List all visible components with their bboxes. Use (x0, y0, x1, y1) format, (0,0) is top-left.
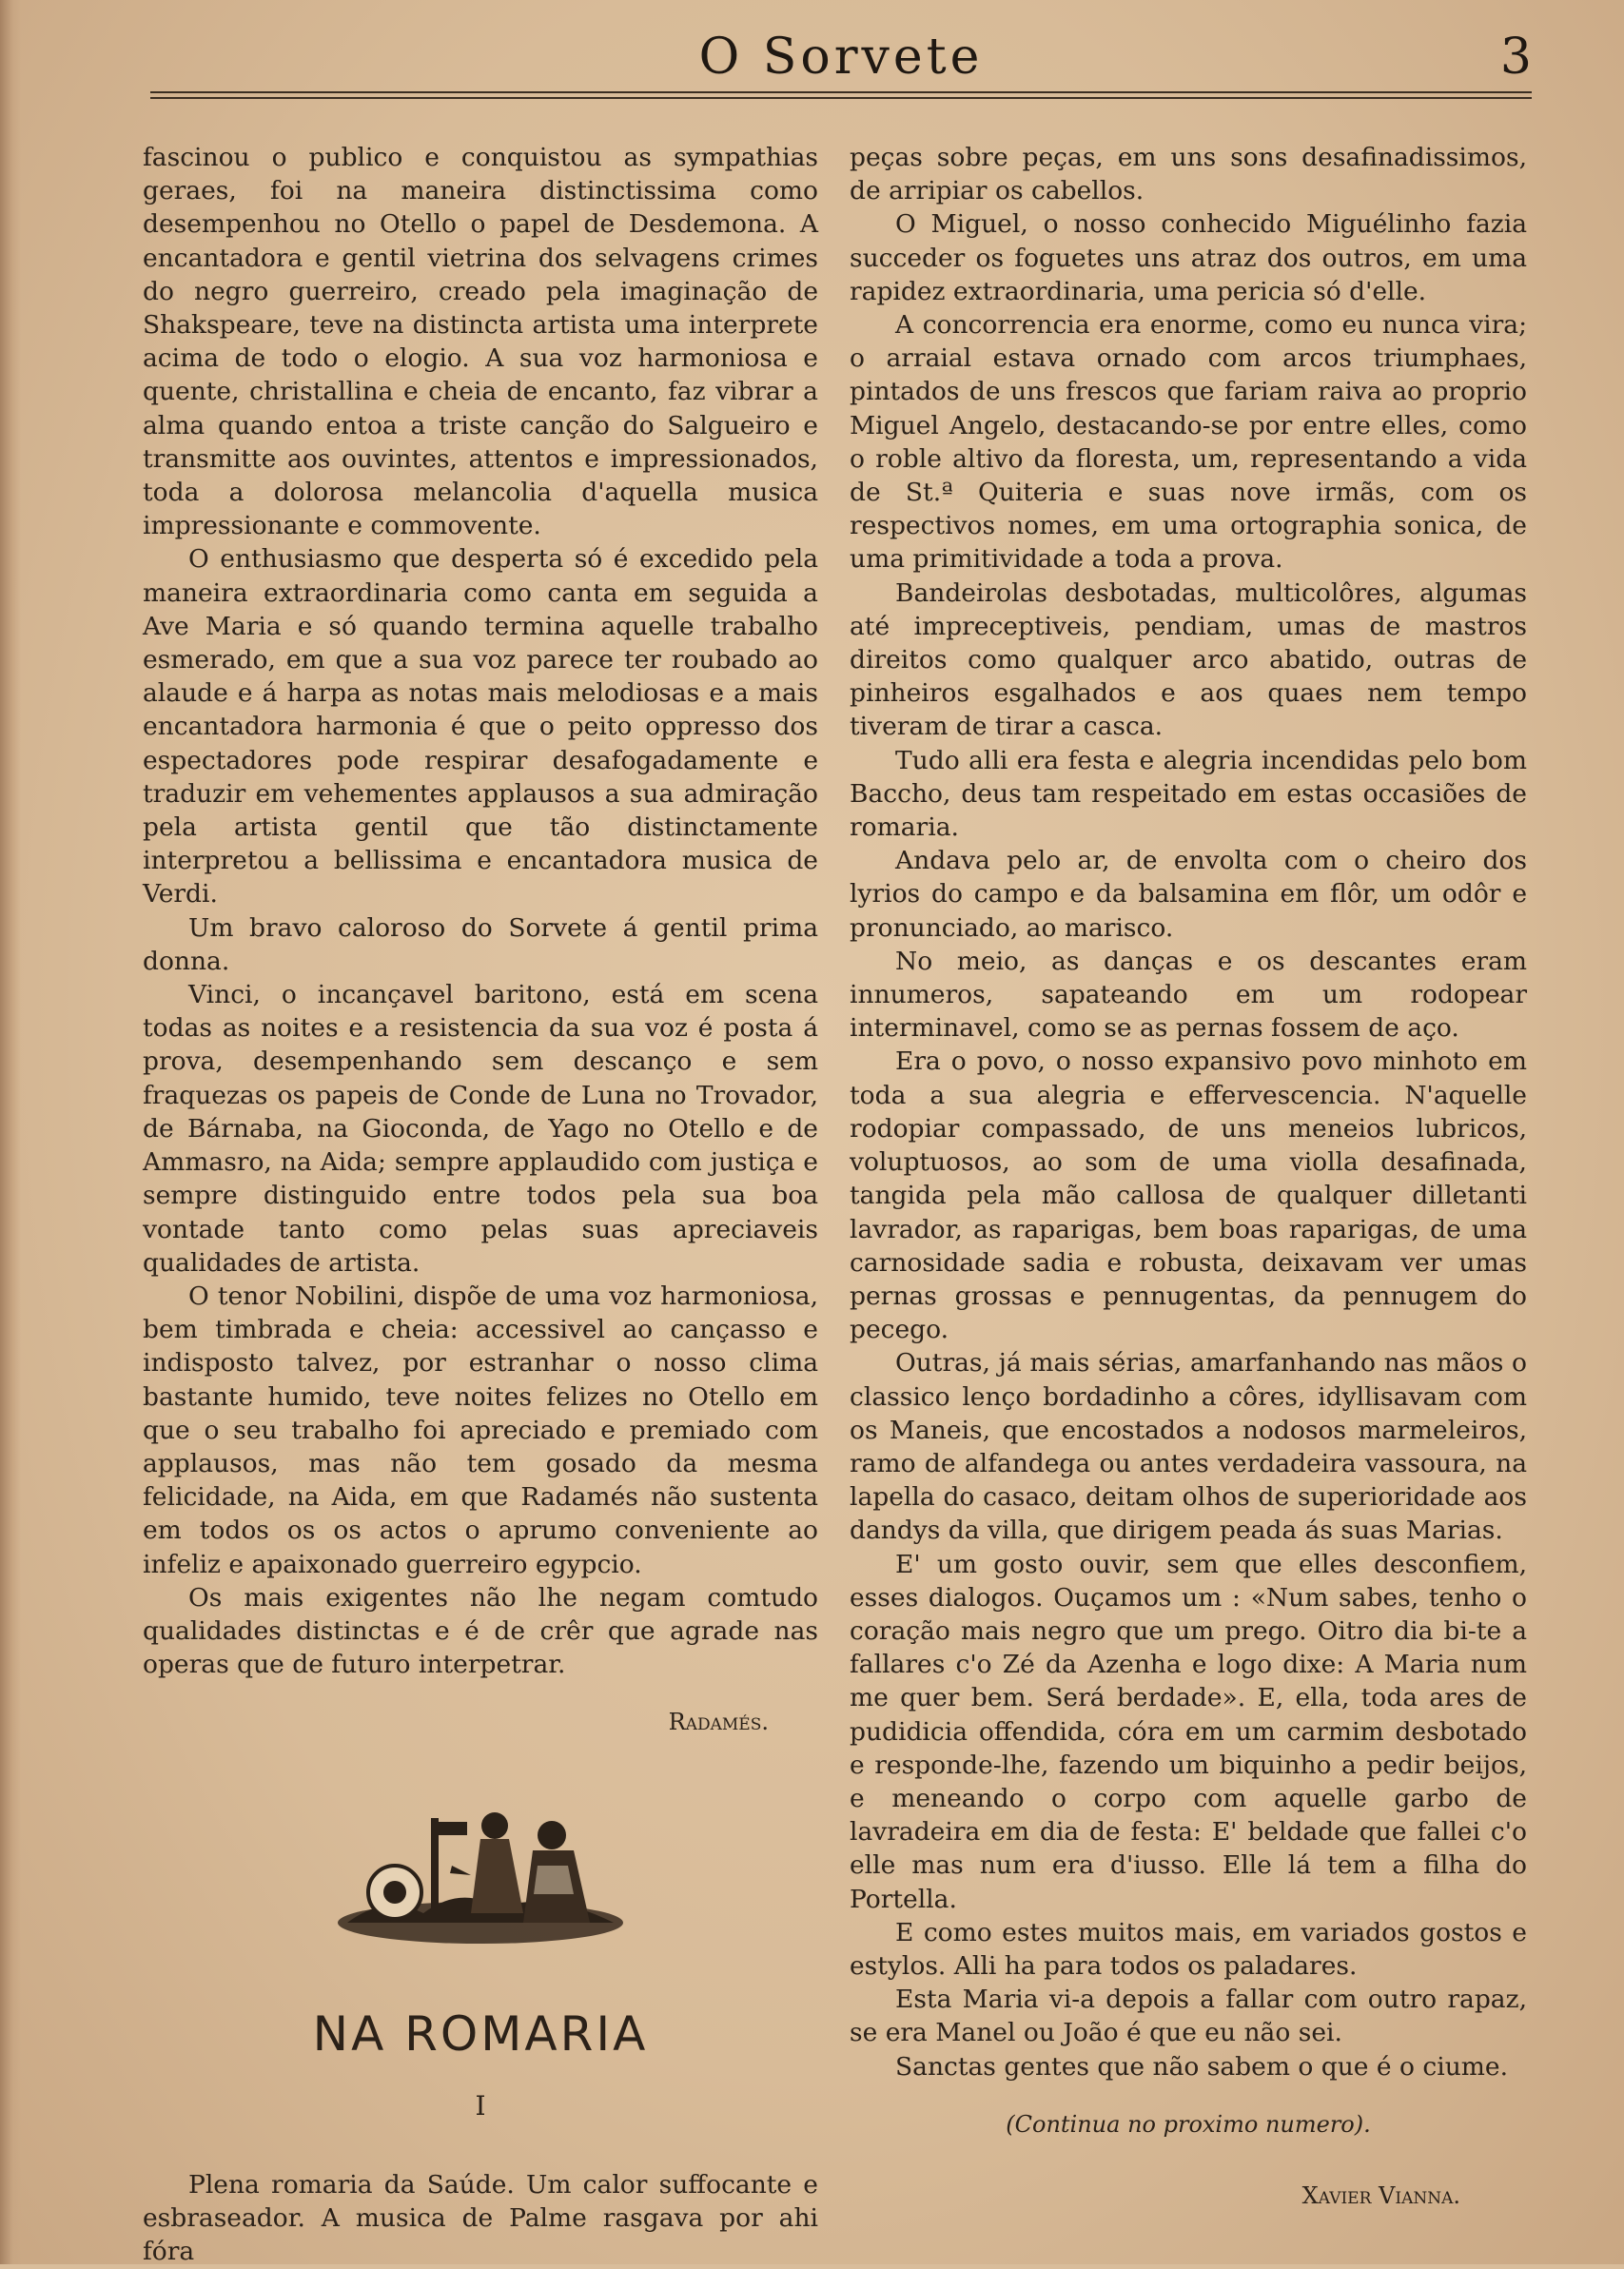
left-column (143, 141, 818, 2269)
article-paragraph: Era o povo, o nosso expansivo povo minhoto em toda a sua alegria e effervescencia. N'aquelle rodopiar compassado, de uns meneios lubricos, voluptuosos, ao som de uma violla desafinada, tangida pela mão callosa de qualquer dilletanti lavrador, as raparigas, bem boas raparigas, de uma carnosidade sadia e robusta, deixavam ver umas pernas grossas e pennugentas, da pennugem do pecego. (850, 1046, 1527, 1345)
article-paragraph: Tudo alli era festa e alegria incendidas pelo bom Baccho, deus tam respeitado em estas occasiões de romaria. (850, 745, 1527, 843)
article-paragraph: O Miguel, o nosso conhecido Miguélinho fazia succeder os foguetes uns atraz dos outros, em uma rapidez extraordinaria, uma pericia só d'elle. (850, 209, 1527, 306)
continuation-note: (Continua no proximo numero). (1006, 2110, 1371, 2138)
section-number: I (475, 2089, 486, 2122)
article-paragraph: peças sobre peças, em uns sons desafinadissimos, de arripiar os cabellos. (850, 143, 1527, 206)
article-signature: Xavier Vianna. (1301, 2181, 1460, 2209)
article-paragraph: Bandeirolas desbotadas, multicolôres, algumas até impreceptiveis, pendiam, umas de mastros direitos como qualquer arco abatido, outras de pinheiros esgalhados e aos quaes nem tempo tiveram de tirar a casca. (850, 577, 1527, 742)
header-rule-bottom (150, 97, 1532, 99)
engraving-illustration-icon (328, 1780, 633, 1951)
article-paragraph: O enthusiasmo que desperta só é excedido pela maneira extraordinaria como canta em seguida a Ave Maria e só quando termina aquelle trabalho esmerado, em que a sua voz parece ter roubado ao alaude e á harpa as notas mais melodiosas e a mais encantadora harmonia é que o peito oppresso dos espectadores pode respirar desafogadamente e traduzir em vehementes applausos a sua admiração pela artista gentil que tão distinctamente interpretou a bellissima e encantadora musica de Verdi. (143, 544, 818, 910)
header-rule-top (150, 91, 1532, 93)
article-paragraph: fascinou o publico e conquistou as sympathias geraes, foi na maneira distinctissima como desempenhou no Otello o papel de Desdemona. A encantadora e gentil vietrina dos selvagens crimes do negro guerreiro, creado pela imaginação de Shakspeare, teve na distincta artista uma interprete acima de todo o elogio. A sua voz harmoniosa e quente, christallina e cheia de encanto, faz vibrar a alma quando entoa a triste canção do Salgueiro e transmitte aos ouvintes, attentos e impressionados, toda a dolorosa melancolia d'aquella musica impressionante e commovente. (143, 143, 818, 541)
article-paragraph: Outras, já mais sérias, amarfanhando nas mãos o classico lenço bordadinho a côres, idyllisavam com os Maneis, que encostados a nodosos marmeleiros, ramo de alfandega ou antes verdadeira vassoura, na lapella do casaco, deitam olhos de superioridade aos dandys da villa, que dirigem peada ás suas Marias. (850, 1348, 1527, 1546)
newspaper-title: O Sorvete (698, 29, 984, 86)
article-signature: Radamés. (668, 1709, 769, 1736)
article-paragraph: E' um gosto ouvir, sem que elles desconfiem, esses dialogos. Ouçamos um : «Num sabes, tenho o coração mais negro que um prego. Oitro dia bi-te a fallares c'o Zé da Azenha e logo dixe: A Maria num me quer bem. Será berdade». E, ella, toda ares de pudidicia offendida, córa em um carmim desbotado e responde-lhe, fazendo um biquinho a pedir beijos, e meneando o corpo com aquelle garbo de lavradeira em dia de festa: E' beldade que fallei c'o elle mas num era d'iusso. Elle lá tem a filha do Portella. (850, 1549, 1527, 1914)
article-paragraph: Vinci, o incançavel baritono, está em scena todas as noites e a resistencia da sua voz é posta á prova, desempenhando sem descanço e sem fraquezas os papeis de Conde de Luna no Trovador, de Bárnaba, na Gioconda, de Yago no Otello e de Ammasro, na Aida; sempre applaudido com justiça e sempre distinguido entre todos pela sua boa vontade tanto como pelas suas apreciaveis qualidades de artista. (143, 980, 818, 1278)
article-paragraph: Sanctas gentes que não sabem o que é o ciume. (895, 2051, 1508, 2082)
article-paragraph: Andava pelo ar, de envolta com o cheiro dos lyrios do campo e da balsamina em flôr, um odôr e pronunciado, ao marisco. (850, 846, 1527, 943)
page-edge (0, 0, 21, 2264)
article-paragraph: Um bravo caloroso do Sorvete á gentil prima donna. (143, 912, 818, 976)
article-paragraph: Os mais exigentes não lhe negam comtudo qualidades distinctas e é de crêr que agrade nas operas que de futuro interpetrar. (143, 1582, 818, 1680)
article-paragraph: A concorrencia era enorme, como eu nunca vira; o arraial estava ornado com arcos triumphaes, pintados de uns frescos que fariam raiva ao proprio Miguel Angelo, destacando-se por entre elles, como o roble altivo da floresta, um, representando a vida de St.ª Quiteria e suas nove irmãs, com os respectivos nomes, em uma ortographia sonica, de uma primitividade a toda a prova. (850, 310, 1527, 575)
section-paragraph: Plena romaria da Saúde. Um calor suffocante e esbraseador. A musica de Palme rasgava por ahi fóra (143, 2169, 818, 2267)
right-column (850, 141, 1527, 2213)
article-paragraph: E como estes muitos mais, em variados gostos e estylos. Alli ha para todos os paladares. (850, 1917, 1527, 1981)
article-paragraph: O tenor Nobilini, dispõe de uma voz harmoniosa, bem timbrada e cheia: accessivel ao cançasso e indisposto talvez, por estranhar o nosso clima bastante humido, teve noites felizes no Otello em que o seu trabalho foi apreciado e premiado com applausos, mas não tem gosado da mesma felicidade, na Aida, em que Radamés não sustenta em todos os os actos o aprumo conveniente ao infeliz e apaixonado guerreiro egypcio. (143, 1281, 818, 1579)
section-title: NA ROMARIA (312, 2005, 649, 2062)
article-paragraph: No meio, as danças e os descantes eram innumeros, sapateando em um rodopear interminavel, como se as pernas fossem de aço. (850, 946, 1527, 1044)
article-paragraph: Esta Maria vi-a depois a fallar com outro rapaz, se era Manel ou João é que eu não sei. (850, 1985, 1527, 2048)
page-number: 3 (1499, 29, 1532, 86)
